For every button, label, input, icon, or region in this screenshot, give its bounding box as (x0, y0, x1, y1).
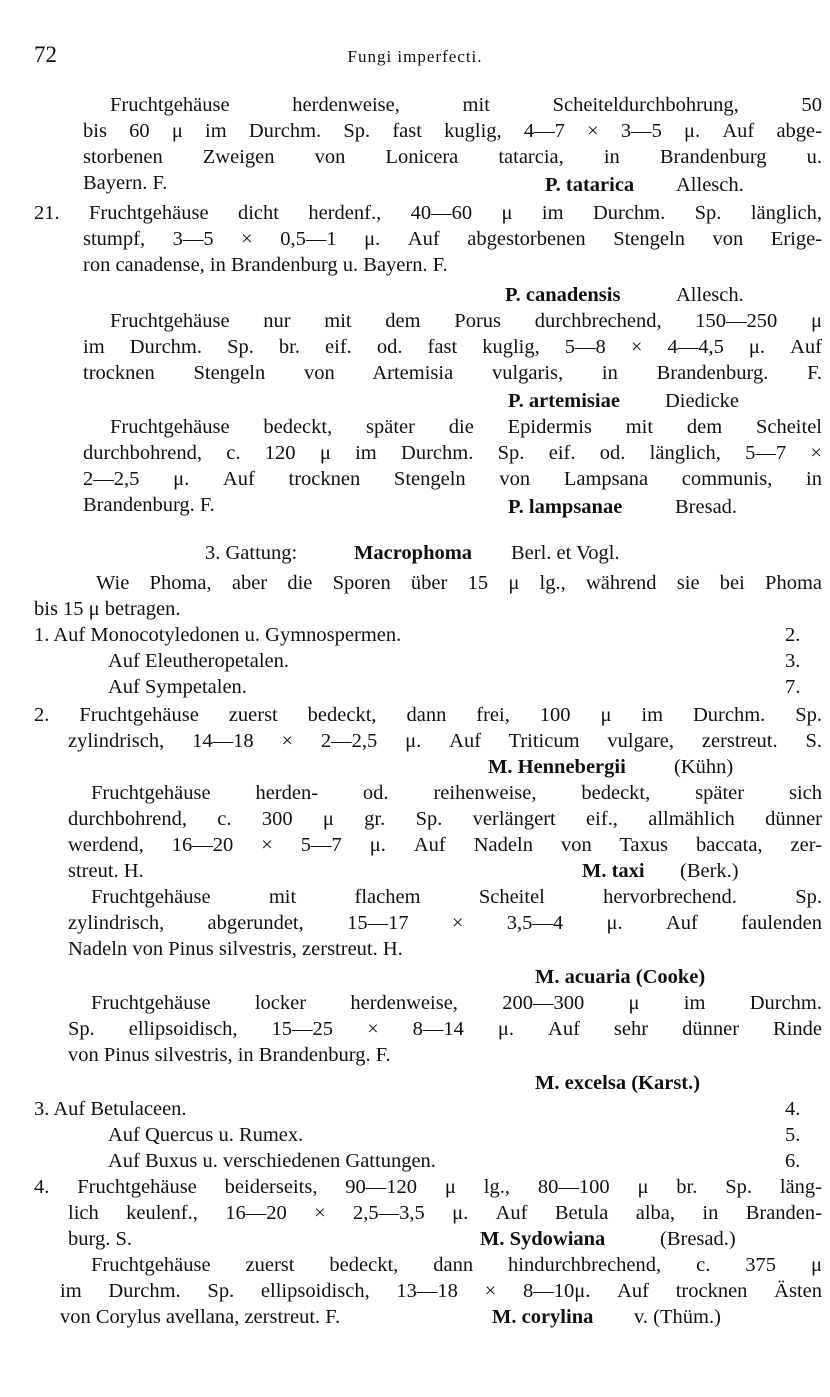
text-line: v. (Thüm.) (634, 1306, 721, 1328)
text-line: Fruchtgehäuse bedeckt, später die Epidermis mit dem Scheitel (110, 416, 822, 438)
text-line: 2. Fruchtgehäuse zuerst bedeckt, dann frei, 100 μ im Durchm. Sp. (34, 704, 822, 726)
text-line: (Kühn) (674, 756, 734, 778)
text-line: 3. Auf Betulaceen. (34, 1098, 187, 1120)
species-name: Macrophoma (354, 542, 473, 564)
text-line: storbenen Zweigen von Lonicera tatarcia, in Brandenburg u. (83, 146, 822, 168)
text-line: Diedicke (665, 390, 739, 412)
text-line: ron canadense, in Brandenburg u. Bayern. F. (83, 254, 448, 276)
text-line: bis 15 μ betragen. (34, 598, 181, 620)
text-line: (Berk.) (680, 860, 739, 882)
text-line: bis 60 μ im Durchm. Sp. fast kuglig, 4—7 × 3—5 μ. Auf abge- (83, 120, 822, 142)
text-line: Fruchtgehäuse mit flachem Scheitel hervorbrechend. Sp. (91, 886, 822, 908)
text-line: im Durchm. Sp. br. eif. od. fast kuglig, 5—8 × 4—4,5 μ. Auf (83, 336, 822, 358)
text-line: Fruchtgehäuse zuerst bedeckt, dann hindurchbrechend, c. 375 μ (91, 1254, 822, 1276)
key-reference-number: 7. (785, 676, 801, 698)
text-line: streut. H. (68, 860, 144, 882)
key-reference-number: 6. (785, 1150, 801, 1172)
text-line: stumpf, 3—5 × 0,5—1 μ. Auf abgestorbenen Stengeln von Erige- (83, 228, 822, 250)
species-name: M. taxi (582, 860, 645, 882)
text-line: durchbohrend, c. 120 μ im Durchm. Sp. eif. od. länglich, 5—7 × (83, 442, 822, 464)
text-line: burg. S. (68, 1228, 132, 1250)
text-line: zylindrisch, 14—18 × 2—2,5 μ. Auf Triticum vulgare, zerstreut. S. (68, 730, 822, 752)
text-line: Fruchtgehäuse nur mit dem Porus durchbrechend, 150—250 μ (110, 310, 822, 332)
text-line: 21. Fruchtgehäuse dicht herdenf., 40—60 μ im Durchm. Sp. länglich, (34, 202, 822, 224)
species-name: M. corylina (492, 1306, 594, 1328)
text-line: Fruchtgehäuse herdenweise, mit Scheiteldurchbohrung, 50 (110, 94, 822, 116)
text-line: im Durchm. Sp. ellipsoidisch, 13—18 × 8—10μ. Auf trocknen Ästen (60, 1280, 822, 1302)
key-reference-number: 5. (785, 1124, 801, 1146)
text-line: zylindrisch, abgerundet, 15—17 × 3,5—4 μ. Auf faulenden (68, 912, 822, 934)
species-name: P. artemisiae (508, 390, 620, 412)
text-line: Bayern. F. (83, 172, 168, 194)
text-line: von Pinus silvestris, in Brandenburg. F. (68, 1044, 391, 1066)
text-line: 1. Auf Monocotyledonen u. Gymnospermen. (34, 624, 402, 646)
text-line: Bresad. (675, 496, 738, 518)
text-line: werdend, 16—20 × 5—7 μ. Auf Nadeln von Taxus baccata, zer- (68, 834, 822, 856)
running-title: Fungi imperfecti. (347, 47, 483, 66)
species-name: M. excelsa (Karst.) (535, 1072, 701, 1094)
page-header (0, 42, 830, 72)
text-line: (Bresad.) (660, 1228, 736, 1250)
text-line: durchbohrend, c. 300 μ gr. Sp. verlängert eif., allmählich dünner (68, 808, 822, 830)
text-line: lich keulenf., 16—20 × 2,5—3,5 μ. Auf Betula alba, in Branden- (68, 1202, 822, 1224)
text-line: 3. Gattung: (205, 542, 298, 564)
species-name: M. Hennebergii (488, 756, 626, 778)
text-line: Fruchtgehäuse herden- od. reihenweise, bedeckt, später sich (91, 782, 822, 804)
text-line: Auf Quercus u. Rumex. (108, 1124, 304, 1146)
species-name: P. lampsanae (508, 496, 623, 518)
key-reference-number: 4. (785, 1098, 801, 1120)
text-line: Allesch. (676, 284, 744, 306)
species-name: P. tatarica (545, 174, 635, 196)
key-reference-number: 3. (785, 650, 801, 672)
text-line: Allesch. (676, 174, 744, 196)
text-line: Berl. et Vogl. (511, 542, 620, 564)
key-reference-number: 2. (785, 624, 801, 646)
text-line: trocknen Stengeln von Artemisia vulgaris, in Brandenburg. F. (83, 362, 822, 384)
species-name: P. canadensis (505, 284, 621, 306)
text-line: Auf Eleutheropetalen. (108, 650, 290, 672)
text-line: Auf Sympetalen. (108, 676, 247, 698)
text-line: Nadeln von Pinus silvestris, zerstreut. H. (68, 938, 403, 960)
species-name: M. Sydowiana (480, 1228, 606, 1250)
text-line: Brandenburg. F. (83, 494, 215, 516)
text-line: 2—2,5 μ. Auf trocknen Stengeln von Lampsana communis, in (83, 468, 822, 490)
text-line: von Corylus avellana, zerstreut. F. (60, 1306, 341, 1328)
species-name: M. acuaria (Cooke) (535, 966, 706, 988)
text-line: 4. Fruchtgehäuse beiderseits, 90—120 μ lg., 80—100 μ br. Sp. läng- (34, 1176, 822, 1198)
text-line: Wie Phoma, aber die Sporen über 15 μ lg., während sie bei Phoma (96, 572, 822, 594)
text-line: Auf Buxus u. verschiedenen Gattungen. (108, 1150, 436, 1172)
page-number: 72 (34, 42, 57, 67)
text-line: Sp. ellipsoidisch, 15—25 × 8—14 μ. Auf sehr dünner Rinde (68, 1018, 822, 1040)
text-line: Fruchtgehäuse locker herdenweise, 200—300 μ im Durchm. (91, 992, 822, 1014)
